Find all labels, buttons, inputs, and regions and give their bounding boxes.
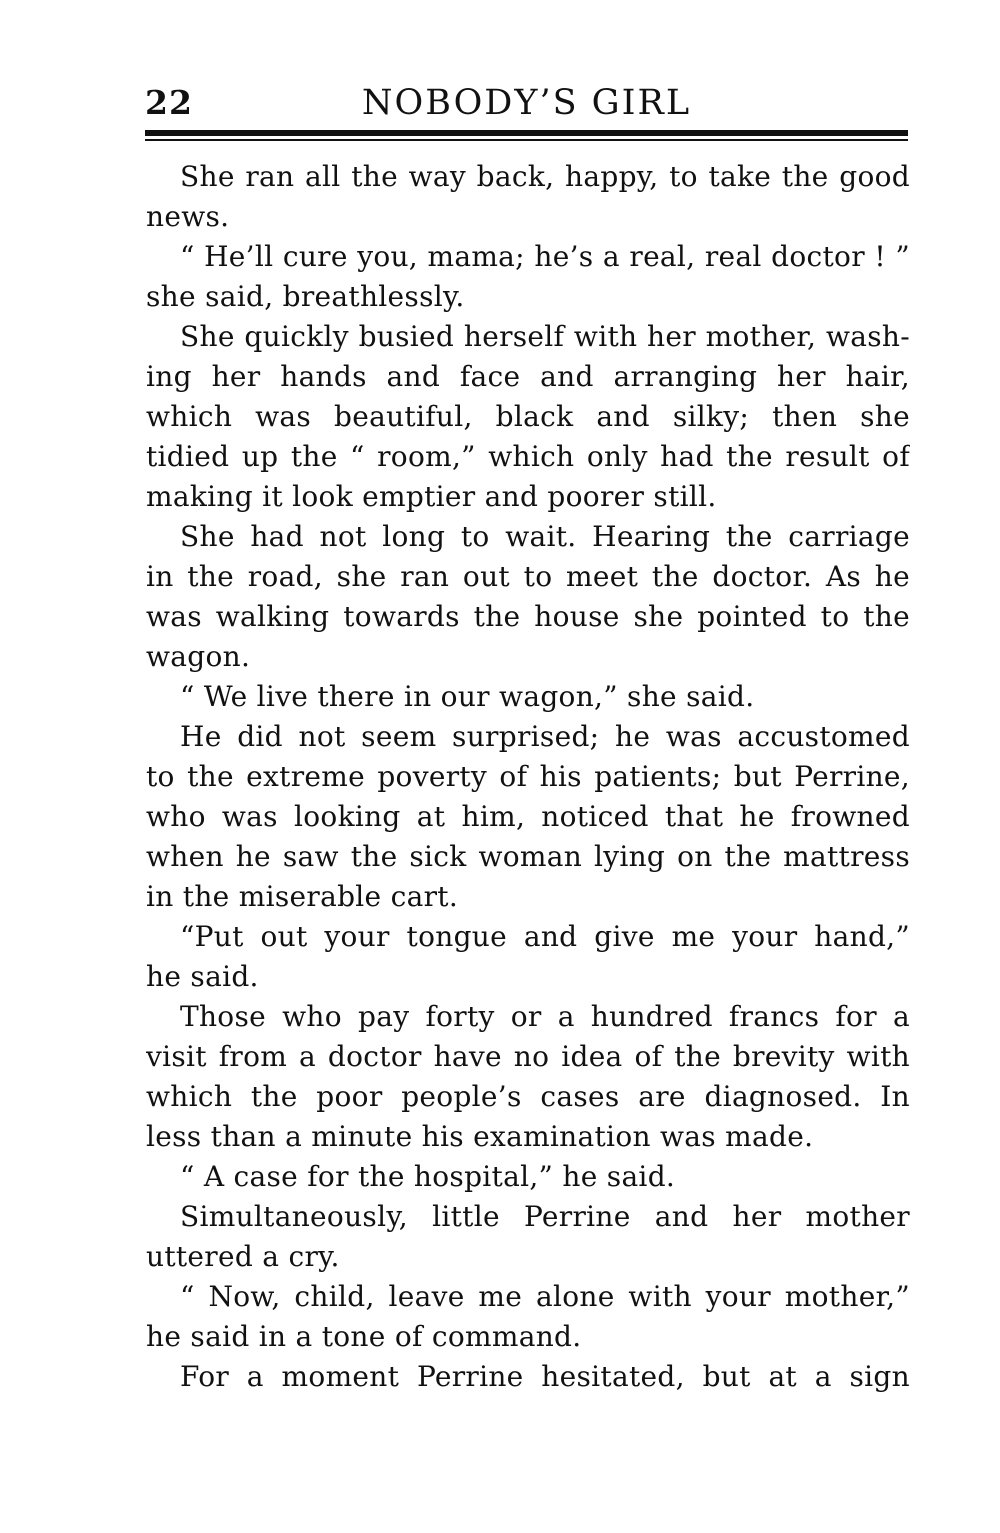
text-line: For a moment Perrine hesitated, but at a sign [180, 1360, 910, 1393]
text-line: visit from a doctor have no idea of the brevity with [146, 1040, 910, 1073]
text-line: in the road, she ran out to meet the doctor. As he [146, 560, 910, 593]
running-title: NOBODY’S GIRL [361, 83, 692, 123]
text-line: she said, breathlessly. [146, 280, 465, 313]
text-line: which the poor people’s cases are diagnosed. In [146, 1080, 910, 1113]
text-line: She had not long to wait. Hearing the carriage [180, 520, 910, 553]
text-line: tidied up the “ room,” which only had the result of [146, 440, 910, 473]
text-line: ing her hands and face and arranging her hair, [146, 360, 910, 393]
text-line: he said. [146, 960, 259, 993]
text-line: Those who pay forty or a hundred francs for a [180, 1000, 910, 1033]
text-line: “ Now, child, leave me alone with your mother,” [180, 1280, 910, 1313]
text-line: uttered a cry. [146, 1240, 340, 1273]
text-line: “ A case for the hospital,” he said. [180, 1160, 676, 1193]
text-line: He did not seem surprised; he was accustomed [180, 720, 910, 753]
page-header [145, 78, 908, 128]
text-line: to the extreme poverty of his patients; but Perrine, [146, 760, 910, 793]
text-line: was walking towards the house she pointed to the [146, 600, 910, 633]
text-line: less than a minute his examination was made. [146, 1120, 814, 1153]
header-rule-thick [145, 130, 908, 136]
text-line: Simultaneously, little Perrine and her mother [180, 1200, 910, 1233]
text-line: “ He’ll cure you, mama; he’s a real, real doctor ! ” [180, 240, 910, 273]
text-line: “Put out your tongue and give me your hand,” [180, 920, 910, 953]
text-line: wagon. [146, 640, 251, 673]
header-rule-thin [145, 139, 908, 141]
text-line: She quickly busied herself with her mother, wash- [180, 320, 910, 353]
text-line: in the miserable cart. [146, 880, 459, 913]
text-line: which was beautiful, black and silky; then she [146, 400, 910, 433]
text-line: She ran all the way back, happy, to take the good [180, 160, 910, 193]
page-number: 22 [145, 83, 193, 122]
text-line: who was looking at him, noticed that he frowned [146, 800, 910, 833]
text-line: news. [146, 200, 230, 233]
text-line: he said in a tone of command. [146, 1320, 582, 1353]
body-text [146, 157, 910, 1397]
text-line: when he saw the sick woman lying on the mattress [146, 840, 910, 873]
text-line: making it look emptier and poorer still. [146, 480, 717, 513]
text-line: “ We live there in our wagon,” she said. [180, 680, 755, 713]
